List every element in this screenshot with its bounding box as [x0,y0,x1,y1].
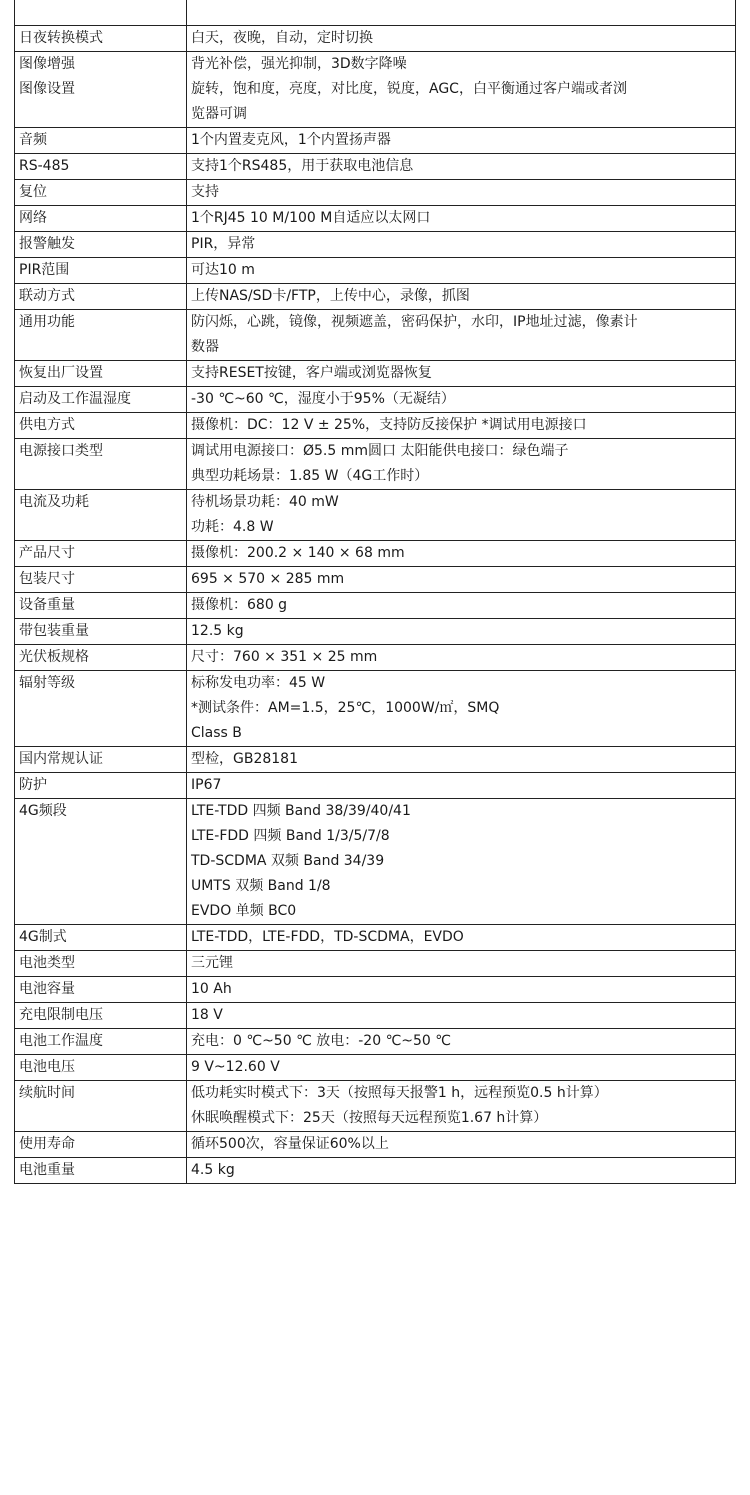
spec-value [187,1081,736,1132]
spec-value-line: -30 ℃~60 ℃，湿度小于95%（无凝结） [191,391,455,407]
spec-value [187,439,736,490]
spec-value [187,951,736,977]
spec-value-line: 型检，GB28181 [191,751,298,767]
spec-value-line: 循环500次，容量保证60%以上 [191,1136,389,1152]
spec-row [15,977,736,1003]
spec-value [187,413,736,439]
spec-value [187,747,736,773]
spec-value-line: 支持1个RS485，用于获取电池信息 [191,158,414,174]
spec-row [15,541,736,567]
spec-row [15,1055,736,1081]
spec-value [187,490,736,541]
spec-row [15,206,736,232]
spec-row [15,284,736,310]
spec-value-line: LTE-FDD 四频 Band 1/3/5/7/8 [191,828,390,844]
spec-table [14,0,736,1184]
spec-value-line: 4.5 kg [191,1162,235,1178]
spec-value [187,977,736,1003]
spec-value [187,26,736,52]
spec-row [15,232,736,258]
spec-value-line: 三元锂 [191,955,233,971]
spec-value-line: 支持 [191,184,219,200]
spec-value [187,645,736,671]
spec-value-line: 待机场景功耗：40 mW [191,494,339,510]
spec-label: 电流及功耗 [15,490,187,541]
spec-value-line: 标称发电功率：45 W [191,675,326,691]
spec-label: 设备重量 [15,593,187,619]
spec-value-line: Class B [191,725,242,741]
spec-value-line: PIR，异常 [191,236,256,252]
spec-value-line [191,0,735,25]
spec-value-line: 典型功耗场景：1.85 W（4G工作时） [191,468,429,484]
spec-row [15,671,736,747]
spec-value [187,52,736,78]
spec-row [15,747,736,773]
spec-label: 包装尺寸 [15,567,187,593]
spec-label: 复位 [15,180,187,206]
spec-label: 充电限制电压 [15,1003,187,1029]
spec-value-line: 背光补偿，强光抑制，3D数字降噪 [191,56,407,72]
spec-label: 电池工作温度 [15,1029,187,1055]
spec-label: 产品尺寸 [15,541,187,567]
spec-value [187,258,736,284]
spec-value-line: 可达10 m [191,262,255,278]
spec-label: 启动及工作温湿度 [15,387,187,413]
spec-label: 续航时间 [15,1081,187,1132]
spec-label: 供电方式 [15,413,187,439]
spec-label: 辐射等级 [15,671,187,747]
spec-value-line: 调试用电源接口：Ø5.5 mm圆口 太阳能供电接口：绿色端子 [191,443,569,459]
spec-row [15,645,736,671]
spec-value [187,310,736,361]
spec-label: 联动方式 [15,284,187,310]
spec-value-line: LTE-TDD 四频 Band 38/39/40/41 [191,803,411,819]
spec-row [15,128,736,154]
spec-value [187,1003,736,1029]
spec-value-line: 数器 [191,339,219,355]
spec-row [15,361,736,387]
spec-row [15,1132,736,1158]
spec-value-line: 支持RESET按键，客户端或浏览器恢复 [191,365,432,381]
spec-value [187,387,736,413]
spec-row [15,180,736,206]
spec-label: 电池容量 [15,977,187,1003]
spec-value-line: EVDO 单频 BC0 [191,903,297,919]
spec-label: 网络 [15,206,187,232]
spec-value [187,361,736,387]
spec-value [187,1158,736,1184]
spec-value [187,1055,736,1081]
spec-value-line: 10 Ah [191,981,232,997]
spec-row [15,490,736,541]
spec-value-line: IP67 [191,777,222,793]
spec-value [187,567,736,593]
spec-label: 使用寿命 [15,1132,187,1158]
spec-value-line: UMTS 双频 Band 1/8 [191,878,331,894]
spec-label: 国内常规认证 [15,747,187,773]
spec-value-line: *测试条件：AM=1.5，25℃，1000W/㎡，SMQ [191,700,500,716]
spec-label: 恢复出厂设置 [15,361,187,387]
spec-row [15,619,736,645]
spec-row [15,52,736,78]
spec-row [15,1029,736,1055]
spec-label: 电池重量 [15,1158,187,1184]
spec-row [15,310,736,361]
spec-value-line: 摄像机：DC：12 V ± 25%，支持防反接保护 *调试用电源接口 [191,417,587,433]
spec-value-line: 尺寸：760 × 351 × 25 mm [191,649,378,665]
spec-value-line: 1个内置麦克风，1个内置扬声器 [191,132,391,148]
spec-label: 电池电压 [15,1055,187,1081]
spec-row [15,413,736,439]
spec-value-line: 1个RJ45 10 M/100 M自适应以太网口 [191,210,431,226]
spec-row [15,258,736,284]
spec-label: 防护 [15,773,187,799]
spec-label: 4G制式 [15,925,187,951]
spec-value [187,232,736,258]
spec-value-line: 防闪烁，心跳，镜像，视频遮盖，密码保护，水印，IP地址过滤，像素计 [191,314,638,330]
spec-label: 图像增强 [15,52,187,78]
spec-table-body [15,0,736,1184]
spec-row [15,77,736,128]
spec-label: RS-485 [15,154,187,180]
spec-value [187,773,736,799]
spec-row [15,799,736,925]
spec-value-line: 功耗：4.8 W [191,519,274,535]
spec-value [187,206,736,232]
spec-value-line: 上传NAS/SD卡/FTP，上传中心，录像，抓图 [191,288,470,304]
spec-row [15,387,736,413]
spec-row [15,567,736,593]
spec-row [15,1003,736,1029]
spec-row [15,1158,736,1184]
spec-value-line: 12.5 kg [191,623,244,639]
spec-value-line: 9 V~12.60 V [191,1059,280,1075]
spec-label: 图像设置 [15,77,187,128]
spec-row [15,951,736,977]
spec-value [187,284,736,310]
spec-label: 日夜转换模式 [15,26,187,52]
spec-row [15,26,736,52]
spec-value [187,0,736,26]
spec-value [187,925,736,951]
spec-value [187,799,736,925]
spec-value [187,77,736,128]
spec-value-line: 休眠唤醒模式下：25天（按照每天远程预览1.67 h计算） [191,1110,548,1126]
spec-label: PIR范围 [15,258,187,284]
spec-value-line: 白天，夜晚，自动，定时切换 [191,30,373,46]
spec-value-line: 览器可调 [191,106,247,122]
spec-row [15,439,736,490]
spec-label: 报警触发 [15,232,187,258]
spec-value-line: 695 × 570 × 285 mm [191,571,345,587]
spec-value [187,541,736,567]
spec-value-line: TD-SCDMA 双频 Band 34/39 [191,853,385,869]
spec-value [187,593,736,619]
spec-row [15,154,736,180]
spec-value [187,1029,736,1055]
spec-value [187,154,736,180]
spec-label: 音频 [15,128,187,154]
spec-value-line: 18 V [191,1007,223,1023]
spec-value [187,180,736,206]
spec-value [187,1132,736,1158]
spec-value [187,671,736,747]
spec-row [15,773,736,799]
spec-label: 通用功能 [15,310,187,361]
spec-value-line: 充电：0 ℃~50 ℃ 放电：-20 ℃~50 ℃ [191,1033,452,1049]
spec-row [15,593,736,619]
spec-row [15,0,736,26]
spec-value-line: 摄像机：200.2 × 140 × 68 mm [191,545,405,561]
spec-value [187,128,736,154]
spec-value-line: 低功耗实时模式下：3天（按照每天报警1 h，远程预览0.5 h计算） [191,1085,608,1101]
spec-value-line: 摄像机：680 g [191,597,288,613]
spec-value-line: LTE-TDD，LTE-FDD，TD-SCDMA，EVDO [191,929,464,945]
spec-row [15,925,736,951]
spec-value [187,619,736,645]
spec-label: 4G频段 [15,799,187,925]
spec-label: 电池类型 [15,951,187,977]
spec-row [15,1081,736,1132]
spec-label: 光伏板规格 [15,645,187,671]
spec-value-line: 旋转，饱和度，亮度，对比度，锐度，AGC，白平衡通过客户端或者浏 [191,81,627,97]
spec-label [15,0,187,26]
spec-label: 带包装重量 [15,619,187,645]
spec-label: 电源接口类型 [15,439,187,490]
